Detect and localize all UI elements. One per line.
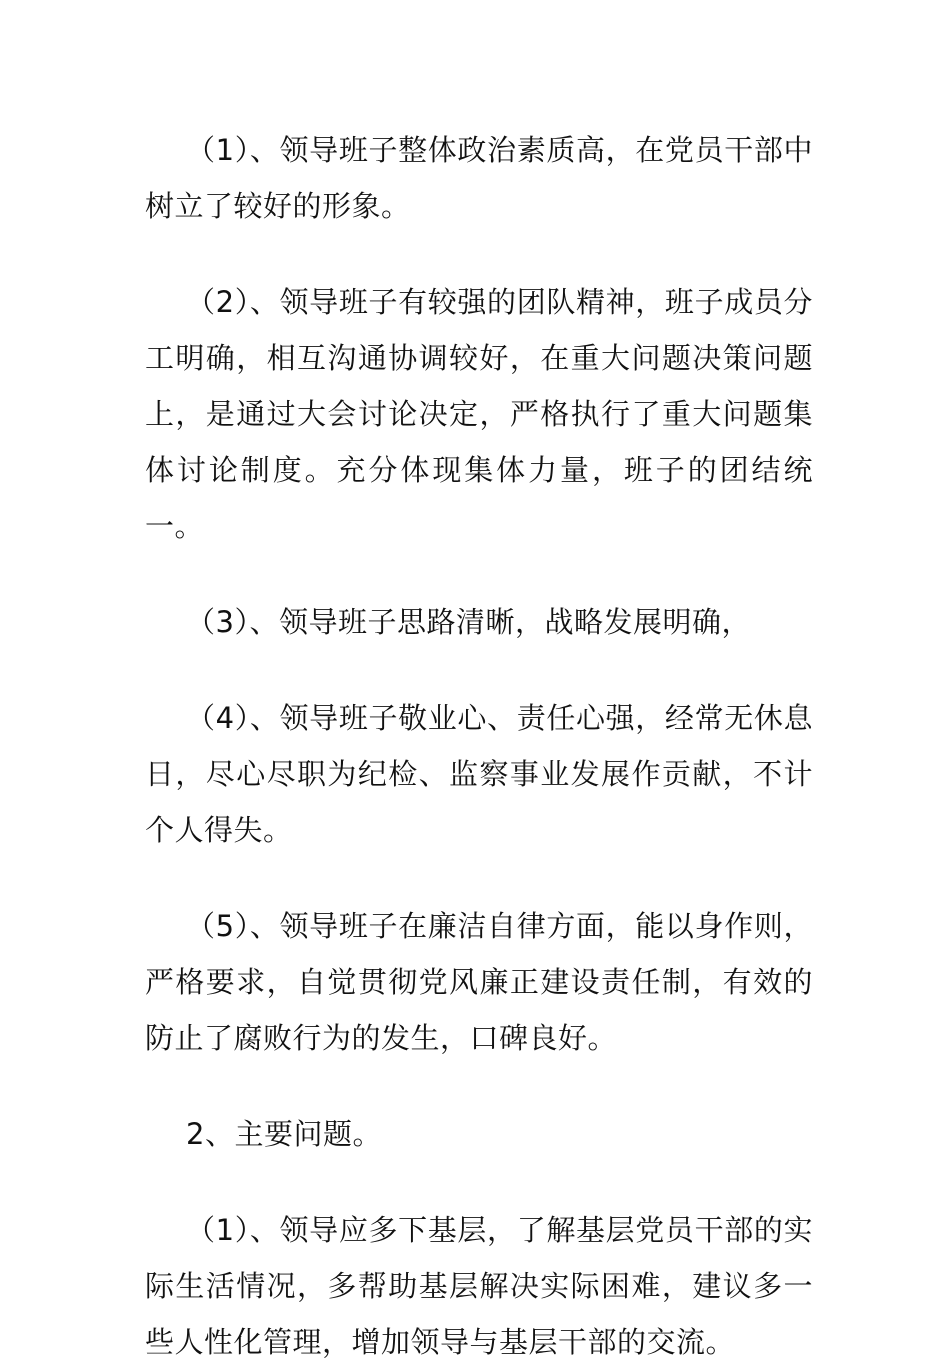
document-body [145,122,813,1370]
paragraph-strength-2: （2）、领导班子有较强的团队精神，班子成员分工明确，相互沟通协调较好，在重大问题决策问题上，是通过大会讨论决定，严格执行了重大问题集体讨论制度。充分体现集体力量，班子的团结统一。 [145,285,813,543]
section-heading-main-problems: 2、主要问题。 [186,1117,382,1151]
paragraph-problem-1: （1）、领导应多下基层，了解基层党员干部的实际生活情况，多帮助基层解决实际困难，建议多一些人性化管理，增加领导与基层干部的交流。 [145,1213,813,1359]
paragraph-strength-5: （5）、领导班子在廉洁自律方面，能以身作则，严格要求，自觉贯彻党风廉正建设责任制，有效的防止了腐败行为的发生，口碑良好。 [145,909,813,1055]
paragraph-strength-4: （4）、领导班子敬业心、责任心强，经常无休息日，尽心尽职为纪检、监察事业发展作贡献，不计个人得失。 [145,701,813,847]
paragraph-strength-3: （3）、领导班子思路清晰，战略发展明确， [186,605,751,639]
paragraph-strength-1: （1）、领导班子整体政治素质高，在党员干部中树立了较好的形象。 [145,133,813,223]
